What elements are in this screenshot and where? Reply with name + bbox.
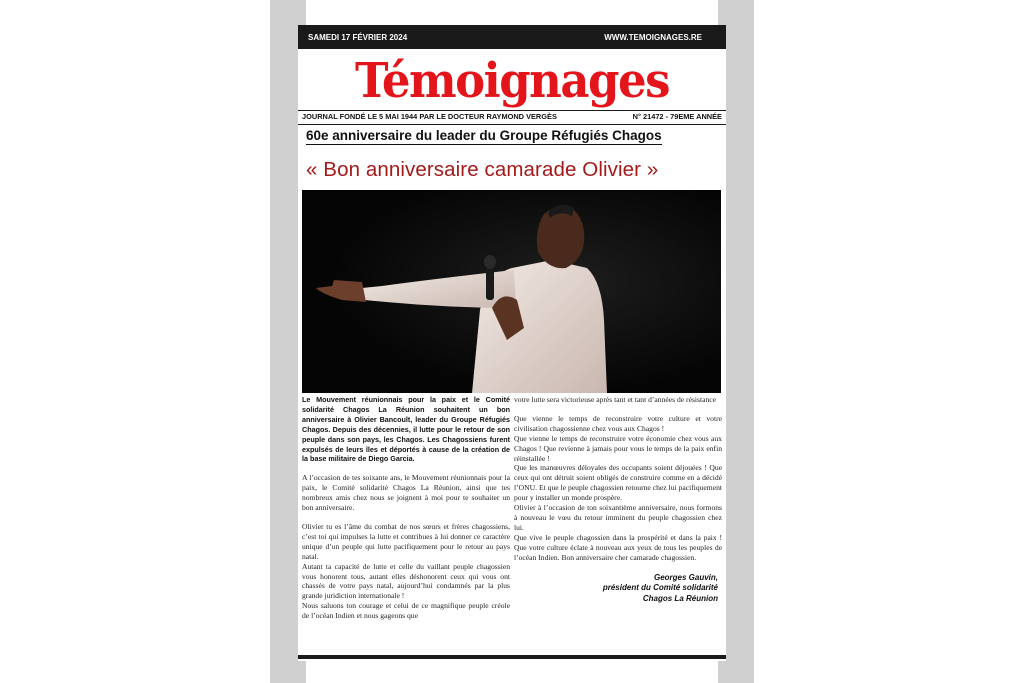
masthead-rule-bottom: [298, 124, 726, 125]
paragraph: Que vienne le temps de reconstruire votre économie chez vous aux Chagos ! Que revienne à jamais pour vous le temps de la paix enfin réinstallée !: [514, 433, 722, 463]
signature-name: Georges Gauvin,: [653, 572, 718, 582]
paragraph: A l’occasion de tes soixante ans, le Mouvement réunionnais pour la paix, le Comité solidarité Chagos La Réunion, ainsi que tes nombreux amis chez nous se joignent à moi pour te souhaiter un bon anniversaire.: [302, 473, 510, 513]
signature-role: président du Comité solidarité: [602, 583, 718, 592]
paragraph: Que les manœuvres déloyales des occupants soient déjouées ! Que ceux qui ont détruit soient obligés de construire comme en a décidé l’ONU. Et que le peuple chagossien retourne chez lui pacifiquement pour y installer un monde prospère.: [514, 463, 722, 503]
bottom-rule: [298, 655, 726, 659]
signature-org: Chagos La Réunion: [642, 593, 718, 603]
signature: [514, 573, 722, 605]
masthead: [298, 51, 726, 109]
paragraph: Autant ta capacité de lutte et celle du vaillant peuple chagossien vous honorent tous, autant elles déshonorent ceux qui vous ont chassés de votre pays natal, aujourd’hui condamnés par la plus grande juridiction internationale !: [302, 561, 510, 601]
founded-line: JOURNAL FONDÉ LE 5 MAI 1944 PAR LE DOCTEUR RAYMOND VERGÈS: [302, 112, 557, 121]
paragraph: Que vienne le temps de reconstruire votre culture et votre civilisation chagossienne chez vous aux Chagos !: [514, 413, 722, 433]
info-bar: [302, 112, 722, 123]
newspaper-page: [298, 25, 726, 661]
issue-number: N° 21472 - 79EME ANNÉE: [632, 112, 722, 121]
article-headline: « Bon anniversaire camarade Olivier »: [306, 158, 659, 181]
article-column-2: [514, 395, 722, 604]
paragraph: Que vive le peuple chagossien dans la prospérité et dans la paix ! Que votre culture éclate à nouveau aux yeux de tous les peuples de l’océan Indien. Bon anniversaire cher camarade chagossien.: [514, 532, 722, 562]
paragraph: Nous saluons ton courage et celui de ce magnifique peuple créole de l’océan Indien et nous gageons que: [302, 601, 510, 621]
masthead-rule-top: [298, 110, 726, 111]
article-body: [302, 395, 721, 653]
paragraph: Olivier à l’occasion de ton soixantième anniversaire, nous formons à nouveau le vœu du retour imminent du peuple chagossien chez lui.: [514, 503, 722, 532]
article-column-1: [302, 395, 510, 621]
article-kicker: 60e anniversaire du leader du Groupe Réfugiés Chagos: [306, 128, 662, 143]
issue-date: SAMEDI 17 FÉVRIER 2024: [308, 32, 408, 42]
masthead-logo: Témoignages: [355, 52, 669, 108]
article-photo: [302, 190, 721, 393]
paragraph: votre lutte sera victorieuse après tant et tant d’années de résistance: [514, 395, 716, 404]
speaker-photo-illustration: [302, 190, 721, 393]
top-bar: [298, 25, 726, 49]
article-lead: Le Mouvement réunionnais pour la paix et le Comité solidarité Chagos La Réunion souhaitent un bon anniversaire à Olivier Bancoult, leader du Groupe Réfugiés Chagos. Depuis des décennies, il lutte pour le retour de son peuple dans son pays, les Chagos. Les Chagossiens furent expulsés de leurs îles et déportés à cause de la création de la base militaire de Diego Garcia.: [302, 395, 510, 464]
paragraph: Olivier tu es l’âme du combat de nos sœurs et frères chagossiens, c’est toi qui impulses la lutte et contribues à lui donner ce caractère unique d’un peuple qui lutte pacifiquement pour le retour au pays natal.: [302, 521, 510, 561]
website-link[interactable]: WWW.TEMOIGNAGES.RE: [604, 32, 702, 42]
